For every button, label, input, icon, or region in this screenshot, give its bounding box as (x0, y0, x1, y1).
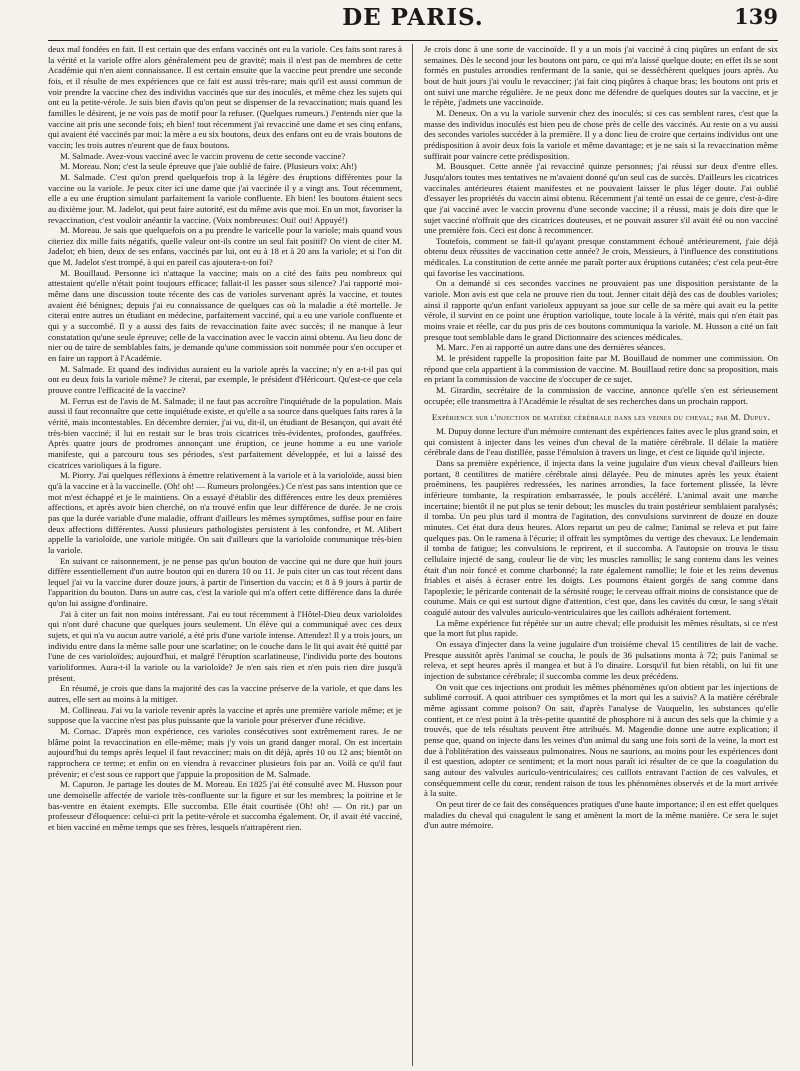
paragraph: M. Piorry. J'ai quelques réflexions à émettre relativement à la variole et à la varioloïde, aussi bien qu'à la vaccine et à la vaccinelle. (Oh! oh! — Rumeurs prolongées.) Ce n'est pas sans intention que ce mot m'est échappé et je le maintiens. On a essayé d'établir des différences entre les deux premières affections, et après avoir bien cherché, on n'a trouvé enfin que leur différence de durée. Je ne crois pas que la durée variable d'une maladie, offrant d'ailleurs les mêmes symptômes, suffise pour en faire deux affections différentes. Aussi plusieurs pathologistes persistent à les confondre, et M. Alibert appelle la varioloïde, une variole mitigée. On sait d'ailleurs que la varioloïde communique très-bien la variole. (48, 470, 402, 555)
paragraph: Dans sa première expérience, il injecta dans la veine jugulaire d'un vieux cheval d'ailleurs bien portant, 8 centilitres de matière cérébrale ainsi délayée. Peu de minutes après les yeux étaient proéminens, les paupières redressées, les narines arrondies, la face fortement plissée, la lèvre inférieure tombante, la respiration embarrassée, le pouls accéléré. L'animal avait une marche incertaine; bientôt il ne put plus se tenir debout; les muscles du train postérieur semblaient paralysés; il tomba. Un peu plus tard il montra de l'agitation, des convulsions survinrent de douze en douze minutes. Cet état dura deux heures. Alors reparut un peu de calme; l'animal se releva et put faire quelques pas. On le ramena à l'écurie; il offrait les symptômes du vertige des chevaux. Le lendemain il tomba de fatigue; les convulsions le reprirent, et il succomba. A l'autopsie on trouva le tissu cellulaire injecté de sang, couleur lie de vin; les muscles ramollis; le sang contenu dans les veines était d'un noir foncé et comme charbonné; la rate également ramollie; le foie et les reins devenus friables et aisés à écraser entre les doigts. Les poumons étaient gorgés de sang comme dans l'apoplexie; le péricarde contenait de la sérosité rouge; le cerveau offrait moins de consistance que de coutume. Mais ce qui est surtout digne d'attention, c'est que, dans les cavités du cœur, le sang s'était coagulé autour des valvules auriculo-ventriculaires que les caillots adhéraient fortement. (424, 457, 778, 618)
paragraph: En résumé, je crois que dans la majorité des cas la vaccine préserve de la variole, et que dans les autres, elle sert au moins à la mitiger. (48, 683, 402, 705)
paragraph: M. Collineau. J'ai vu la variole revenir après la vaccine et après une première variole même; et je suppose que la vaccine n'est pas plus puissante que la variole pour préserver d'une récidive. (48, 704, 402, 726)
paragraph: On essaya d'injecter dans la veine jugulaire d'un troisième cheval 15 centilitres de lait de vache. Presque aussitôt après l'animal se coucha, le pouls de 36 pulsations monta à 72; puis l'animal se releva, et sept heures après il mangea et but à l'o dinaire. Lorsqu'il fut bien rétabli, on lui fit une injection de substance cérébrale; il succomba comme les deux précédens. (424, 639, 778, 682)
left-column (48, 44, 402, 1066)
paragraph: M. Salmade. Et quand des individus auraient eu la variole après la vaccine; n'y en a-t-il pas qui ont eu deux fois la variole même? Je citerai, par exemple, le président d'Héricourt. Qu'est-ce que cela prouve contre l'efficacité de la vaccine? (48, 363, 402, 395)
paragraph: J'ai à citer un fait non moins intéressant. J'ai eu tout récemment à l'Hôtel-Dieu deux varioloïdes qui n'ont duré chacune que quelques jours seulement. Un élève qui a communiqué avec ces deux sujets, et qui n'a vu aucun autre variolé, a été pris d'une variole intense. Attendez! Il y a trois jours, un individu entre dans la même salle pour une scarlatine; on le couche dans le lit qui avait été quitté par l'une de ces varioloïdes; aujourd'hui, et malgré l'éruption scarlatineuse, l'individu porte des boutons varioliformes. Aura-t-il la variole ou la varioloïde? Je n'en sais rien et n'en puis rien dire jusqu'à présent. (48, 608, 402, 683)
page-title: DE PARIS. (342, 4, 484, 31)
column-divider (412, 44, 413, 1066)
paragraph: On a demandé si ces secondes vaccines ne prouvaient pas une disposition persistante de la variole. Mon avis est que cela ne prouve rien du tout. Jenner citait déjà des cas de doubles varioles; ainsi il rapporte qu'un enfant varioleux appuyant sa joue sur celle de sa mère qui avait eu la petite vérole, il survint en ce point une éruption variolique, toute locale à la vérité, mais qui n'en était pas moins vraie et réelle, car du pus pris de ces boutons communiqua la variole. M. Husson a cité un fait presque tout semblable dans le grand Dictionnaire des sciences médicales. (424, 278, 778, 342)
paragraph: M. Marc. J'en ai rapporté un autre dans une des dernières séances. (436, 342, 666, 353)
paragraph: En suivant ce raisonnement, je ne pense pas qu'un bouton de vaccine qui ne dure que huit jours diffère essentiellement d'un autre bouton qui en durera 10 ou 11. Je puis citer un cas tout récent dans lequel j'ai vu la vaccine durer douze jours, à partir de l'insertion du vaccin; et 8 à 9 jours à partir de l'apparition du bouton. Dans un autre cas, c'est la variole qui m'a offert cette différence dans la durée qu'on lui assigne d'ordinaire. (48, 555, 402, 609)
paragraph: M. Bousquet. Cette année j'ai revacciné quinze personnes; j'ai réussi sur deux d'entre elles. Jusqu'alors toutes mes tentatives ne m'avaient donné qu'un seul cas de succès. D'ailleurs les cicatrices vaccinales antérieures étaient manifestes et ne pouvaient laisser le plus léger doute. J'ai oublié d'essayer les propriétés du vaccin ainsi obtenu. Récemment j'ai tenté un essai de ce genre, c'est-à-dire que j'ai vacciné avec le vaccin provenu d'une seconde vaccine; il a réussi, mais je dois dire que le sujet vacciné n'offrait que des cicatrices douteuses, et ne pouvait assurer s'il avait été ou non vacciné une première fois. Ceci est donc à recommencer. (424, 161, 778, 236)
paragraph: M. Moreau. Je sais que quelquefois on a pu prendre le varicelle pour la variole; mais quand vous citeriez dix mille faits négatifs, quelle valeur ont-ils contre un seul fait positif? On vient de citer M. Jadelot; eh bien, deux de ses enfans, vaccinés par lui, ont eu à 18 et à 20 ans la variole; et si l'on dit que M. Jadelot s'est trompé, à qui en pareil cas ajoutera-t-on foi? (48, 225, 402, 268)
paragraph: On peut tirer de ce fait des conséquences pratiques d'une haute importance; il en est effet quelques maladies du cheval qui coagulent le sang et amènent la mort de la même manière. Ce sera le sujet d'un autre mémoire. (424, 798, 778, 831)
paragraph: M. Salmade. C'est qu'on prend quelquefois trop à la légère des éruptions différentes pour la vaccine ou la variole. Je peux citer ici une dame que j'ai vaccinée il y a vingt ans. Tout récemment, elle a eu une éruption simulant parfaitement la variole confluente. Eh bien! les boutons étaient secs au dixième jour. M. Jadelot, qui peut faire autorité, est du même avis que moi. En un mot, favoriser la revaccination, c'est vouloir anéantir la vaccine. (Voix nombreuses: Oui! oui! Appuyé!) (48, 171, 402, 225)
paragraph: M. Ferrus est de l'avis de M. Salmade; il ne faut pas accroître l'inquiétude de la population. Mais aussi il faut reconnaître que cette inquiétude existe, et qu'elle a sa source dans quelques faits rares à la vérité, mais incontestables. En décembre dernier, j'ai vu, dit-il, un étudiant de Besançon, qui avait été très-bien vacciné; il lui en restait sur le bras trois cicatrices très-évidentes, profondes, gauffrées. Après quatre jours de prodromes annonçant une éruption, ce jeune homme a eu une variole manifeste, qui a parcouru tous ses périodes, s'est parfaitement développée, et lui a laissé des cicatrices varioliques à la figure. (48, 395, 402, 470)
page-number: 139 (734, 4, 778, 29)
paragraph: On voit que ces injections ont produit les mêmes phénomènes qu'on obtient par les injections de sublimé corrosif. A quoi attribuer ces symptômes et la mort qui les a suivis? A la matière cérébrale même agissant comme poison? On sait, d'après l'analyse de Vauquelin, les substances qu'elle contient, et ce n'est point à la très-petite quantité de phosphore ni à aucun des sels que la chimie y a trouvés, que de tels résultats peuvent être attribués. M. Magendie donne une autre explication; il pense que, quand on injecte dans les veines d'un animal du sang une fois sorti de la veine, la mort est due à l'oblitération des vaisseaux pulmonaires. Nous ne saurions, au moins pour les expériences dont il est question, adopter ce sentiment; et la mort nous paraît ici résulter de ce que la coagulation du sang autour des valvules auriculo-ventriculaires; ces caillots entravant l'action de ces valvules, et conséquemment celle du cœur, rendent raison de tous les phénomènes observés et de la mort arrivée à la suite. (424, 681, 778, 799)
paragraph: M. Capuron. Je partage les doutes de M. Moreau. En 1825 j'ai été consulté avec M. Husson pour une demoiselle affectée de variole très-confluente sur la figure et sur les membres; la poitrine et le bas-ventre en étaient exempts. Elle succomba. Elle était courtisée (Oh! oh! — On rit.) par un professeur d'éloquence: celui-ci prit la petite-vérole et succomba également. Or, il avait été vacciné, et bien vacciné en même temps que ses frères, lesquels n'attrapèrent rien. (48, 779, 402, 832)
paragraph: M. Girardin, secrétaire de la commission de vaccine, annonce qu'elle s'en est sérieusement occupée; elle transmettra à l'Académie le résultat de ses recherches dans un prochain rapport. (424, 385, 778, 406)
paragraph: M. Cornac. D'après mon expérience, ces varioles consécutives sont extrêmement rares. Je ne blâme point la revaccination en elle-même; mais j'y vois un grand danger moral. On est incertain aujourd'hui du temps après lequel il faut revacciner; mais on dit déjà, après 10 ou 12 ans; bientôt on rapprochera ce terme; et enfin on en viendra à revacciner plusieurs fois par an. Voilà ce qu'il faut prévenir; et c'est sous ce rapport que j'appuie la proposition de M. Salmade. (48, 726, 402, 779)
paragraph: La même expérience fut répétée sur un autre cheval; elle produisit les mêmes résultats, si ce n'est que la mort fut plus rapide. (424, 617, 778, 639)
paragraph: M. Dupuy donne lecture d'un mémoire contenant des expériences faites avec le plus grand soin, et qui consistent à injecter dans les veines d'un cheval de la matière cérébrale. Il délaie la matière cérébrale dans de l'eau distillée, passe l'émulsion à travers un linge, et c'est ce liquide qu'il injecte. (424, 425, 778, 458)
paragraph: M. Moreau. Non; c'est la seule épreuve que j'aie oublié de faire. (Plusieurs voix: Ah!) (60, 161, 357, 172)
paragraph: Je crois donc à une sorte de vaccinoïde. Il y a un mois j'ai vacciné à cinq piqûres un enfant de six semaines. Dès le second jour les boutons ont paru, ce qui m'a laissé quelque doute; en effet ils se sont formés en pustules arrondies renfermant de la sanie, qui se desséchèrent quelques jours après. Au bout de huit jours j'ai voulu le revacciner; j'ai fait cinq piqûres à chaque bras; les boutons ont pris et ont suivi une marche régulière. Je ne peux donc me défendre de quelques doutes sur la vaccine, et je le répète, j'admets une vaccinoïde. (424, 44, 778, 108)
section-title: Expérience sur l'injection de matière cérébrale dans les veines du cheval; par M. Dupuy. (431, 412, 771, 423)
paragraph: M. le président rappelle la proposition faite par M. Bouillaud de nommer une commission. On répond que cela appartient à la commission de vaccine. M. Bouillaud retire donc sa proposition, mais en priant la commission de vaccine de s'occuper de ce sujet. (424, 353, 778, 385)
header-rule (48, 40, 778, 41)
paragraph: M. Deneux. On a vu la variole survenir chez des inoculés; si ces cas semblent rares, c'est que la masse des individus inoculés est bien peu de chose près de celle des vaccinés. Au reste on a vu aussi des secondes varioles succéder à la première. Il y a donc lieu de croire que certains individus ont une prédisposition à avoir deux fois la variole et même davantage; et je ne sais si la revaccination même suffirait pour vaincre cette prédisposition. (424, 107, 778, 161)
page-header (48, 4, 778, 38)
paragraph: M. Bouillaud. Personne ici n'attaque la vaccine; mais on a cité des faits peu nombreux qui attestaient qu'elle n'était point toujours efficace; fallait-il les passer sous silence? J'ai rapporté moi-même dans une discussion toute récente des cas de varioles survenant après la vaccine, et toutes avaient été bénignes; depuis j'ai eu connaissance de quelques cas où la maladie a été mortelle. Je citerai entre autres un étudiant en médecine, parfaitement vacciné, qui a eu une variole confluente et qui y a succombé. Il y a aussi des faits de revaccination faite avec succès; il ne manque à leur constatation qu'une seule épreuve; celle de la vaccination avec le vaccin ainsi obtenu. Au lieu donc de nier ou de taire de semblables faits, je demande qu'une commission soit nommée pour s'en occuper et en faire un rapport à l'Académie. (48, 267, 402, 364)
paragraph: Toutefois, comment se fait-il qu'ayant presque constamment échoué antérieurement, j'aie déjà obtenu deux réussites de vaccination cette année? Je crois, Messieurs, à l'influence des constitutions médicales. La constitution de cette année me paraît porter aux éruptions cutanées; c'est cela peut-être qui favorise les vaccinations. (424, 235, 778, 278)
paragraph: M. Salmade. Avez-vous vacciné avec le vaccin provenu de cette seconde vaccine? (60, 150, 346, 161)
paragraph: deux mal fondées en fait. Il est certain que des enfans vaccinés ont eu la variole. Ces faits sont rares à la vérité et la variole offre alors généralement peu de gravité; mais il n'est pas de membres de cette Académie qui n'en aient connaissance. Il est certain ensuite que la vaccine peut prendre une seconde fois, et il résulte de mes expériences que ce fait est aussi très-rare; mais qu'il est aussi commun de voir prendre la vaccine chez des individus vaccinés que sur des inoculés, et même chez les sujets qui ont eu la petite-vérole. Je suis bien d'avis qu'on peut se dispenser de la revaccination; mais quand les familles le désirent, je ne vois pas de motif pour la refuser. (Quelques rumeurs.) J'entends nier que la vaccine ait pris une seconde fois; eh bien! tout récemment j'ai revacciné une dame et ses cinq enfans, qui avaient été vaccinés par moi: la mère a eu six boutons, deux des enfans ont eu de vrais boutons de vaccin; les trois autres n'eurent que de faux boutons. (48, 44, 402, 150)
right-column (424, 44, 778, 1066)
